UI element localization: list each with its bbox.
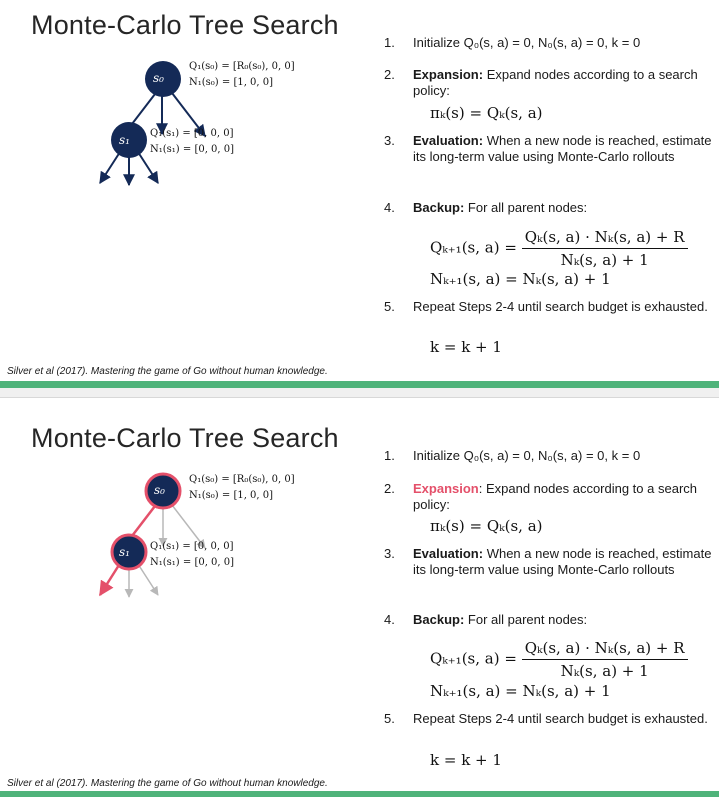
- step-text: Repeat Steps 2-4 until search budget is exhausted.: [413, 299, 708, 314]
- tree-edge-active: [132, 506, 155, 536]
- tree-edge-active: [100, 565, 119, 595]
- policy-equation: πₖ(s) = Qₖ(s, a): [430, 104, 543, 122]
- slide-2: [0, 398, 719, 794]
- search-tree-diagram: [0, 462, 360, 682]
- q-update-numerator: Qₖ(s, a) · Nₖ(s, a) + R: [522, 228, 688, 249]
- root-q-value: Q₁(s₀) = [R₀(s₀), 0, 0]: [189, 61, 295, 72]
- step-keyword: Expansion:: [413, 67, 484, 82]
- step-number: 4.: [384, 612, 395, 627]
- step-number: 5.: [384, 299, 395, 314]
- step-text: [413, 67, 713, 99]
- step-text: [413, 133, 713, 165]
- policy-equation: πₖ(s) = Qₖ(s, a): [430, 517, 543, 535]
- q-update-denominator: Nₖ(s, a) + 1: [560, 662, 649, 680]
- citation: Silver et al (2017). Mastering the game of Go without human knowledge.: [7, 778, 328, 789]
- step-number: 2.: [384, 67, 395, 82]
- root-q-value: Q₁(s₀) = [R₀(s₀), 0, 0]: [189, 474, 295, 485]
- step-description: For all parent nodes:: [464, 200, 588, 215]
- step-number: 5.: [384, 711, 395, 726]
- child-n-value: N₁(s₁) = [0, 0, 0]: [150, 557, 235, 568]
- child-q-value: Q₁(s₁) = [0, 0, 0]: [150, 541, 234, 552]
- step-keyword-highlighted: Expansion: [413, 481, 479, 496]
- child-q-value: Q₁(s₁) = [0, 0, 0]: [150, 128, 234, 139]
- slide-1: [0, 0, 719, 384]
- citation: Silver et al (2017). Mastering the game of Go without human knowledge.: [7, 366, 328, 377]
- root-n-value: N₁(s₀) = [1, 0, 0]: [189, 490, 274, 501]
- k-update-equation: k = k + 1: [430, 751, 502, 769]
- step-keyword: Evaluation:: [413, 133, 484, 148]
- step-description: : Expand nodes according to a search policy:: [413, 481, 698, 512]
- slide-gap: [0, 388, 719, 398]
- step-keyword: Backup:: [413, 612, 465, 627]
- q-update-equation: [430, 228, 688, 269]
- step-number: 3.: [384, 133, 395, 148]
- step-number: 2.: [384, 481, 395, 496]
- step-description: When a new node is reached, estimate its long-term value using Monte-Carlo rollouts: [413, 133, 712, 164]
- slide-divider: [0, 381, 719, 388]
- step-number: 1.: [384, 35, 395, 50]
- step-text: [413, 612, 713, 628]
- tree-edge: [100, 152, 120, 183]
- step-text: Initialize Q₀(s, a) = 0, N₀(s, a) = 0, k = 0: [413, 448, 641, 463]
- child-n-value: N₁(s₁) = [0, 0, 0]: [150, 144, 235, 155]
- q-update-fraction: [522, 639, 688, 680]
- step-number: 4.: [384, 200, 395, 215]
- step-text: [413, 481, 713, 513]
- step-text: Initialize Q₀(s, a) = 0, N₀(s, a) = 0, k = 0: [413, 35, 641, 50]
- step-keyword: Backup:: [413, 200, 465, 215]
- q-update-denominator: Nₖ(s, a) + 1: [560, 251, 649, 269]
- n-update-equation: Nₖ₊₁(s, a) = Nₖ(s, a) + 1: [430, 270, 611, 288]
- slide-title: Monte-Carlo Tree Search: [31, 10, 339, 40]
- child-node-label: s₁: [119, 133, 130, 147]
- q-update-lhs: Qₖ₊₁(s, a) =: [430, 649, 517, 668]
- step-text: [413, 546, 713, 578]
- slide-divider: [0, 791, 719, 797]
- q-update-lhs: Qₖ₊₁(s, a) =: [430, 238, 517, 257]
- child-node-label: s₁: [119, 545, 130, 559]
- q-update-fraction: [522, 228, 688, 269]
- step-number: 3.: [384, 546, 395, 561]
- k-update-equation: k = k + 1: [430, 338, 502, 356]
- step-number: 1.: [384, 448, 395, 463]
- step-text: [413, 200, 713, 216]
- root-node-label: s₀: [153, 71, 164, 85]
- step-description: Expand nodes according to a search policy:: [413, 67, 698, 98]
- n-update-equation: Nₖ₊₁(s, a) = Nₖ(s, a) + 1: [430, 682, 611, 700]
- search-tree-diagram: [0, 50, 360, 270]
- tree-edge: [132, 94, 155, 124]
- step-keyword: Evaluation:: [413, 546, 484, 561]
- root-node-label: s₀: [154, 483, 165, 497]
- q-update-numerator: Qₖ(s, a) · Nₖ(s, a) + R: [522, 639, 688, 660]
- step-text: Repeat Steps 2-4 until search budget is exhausted.: [413, 711, 708, 726]
- root-n-value: N₁(s₀) = [1, 0, 0]: [189, 77, 274, 88]
- slide-title: Monte-Carlo Tree Search: [31, 423, 339, 453]
- step-description: For all parent nodes:: [464, 612, 588, 627]
- q-update-equation: [430, 639, 688, 680]
- step-description: When a new node is reached, estimate its long-term value using Monte-Carlo rollouts: [413, 546, 712, 577]
